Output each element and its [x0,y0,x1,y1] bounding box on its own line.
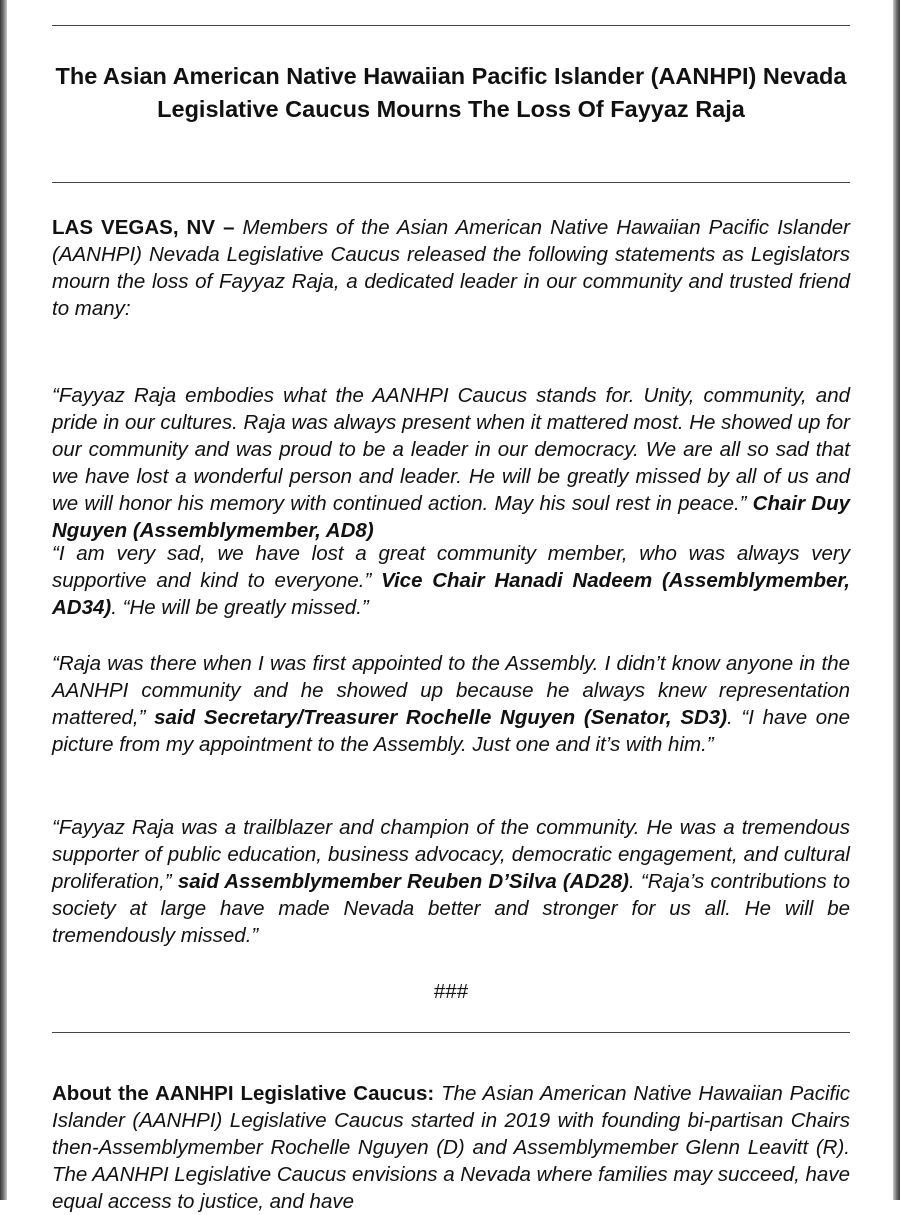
headline: The Asian American Native Hawaiian Pacific Islander (AANHPI) Nevada Legislative Caucus Mourns The Loss Of Fayyaz Raja [55,63,847,122]
about-text: The Asian American Native Hawaiian Pacific Islander (AANHPI) Legislative Caucus started in 2019 with founding bi-partisan Chairs then-Assemblymember Rochelle Nguyen (D) and Assemblymember Glenn Leavitt (R). The AANHPI Legislative Caucus envisions a Nevada where families may succeed, have equal access to justice, and have [52,1082,850,1213]
statement-quote: “Raja was there when I was first appointed to the Assembly. I didn’t know anyone in the AANHPI community and he showed up because he always knew representation mattered,” [52,652,850,729]
statement-quote: “I am very sad, we have lost a great community member, who was always very supportive and kind to everyone.” [52,542,850,592]
statement-quote: “Fayyaz Raja was a trailblazer and champion of the community. He was a tremendous supporter of public education, business advocacy, democratic engagement, and cultural proliferation,” [52,816,850,893]
statement-attribution: said Secretary/Treasurer Rochelle Nguyen (Senator, SD3) [145,706,728,729]
dateline: LAS VEGAS, NV – [52,216,235,239]
statement-continuation: . “I have one picture from my appointment to the Assembly. Just one and it’s with him.” [52,706,850,756]
statement-continuation: . “He will be greatly missed.” [111,596,369,619]
top-divider [52,25,850,26]
intro-text: Members of the Asian American Native Hawaiian Pacific Islander (AANHPI) Nevada Legislative Caucus released the following statements as Legislators mourn the loss of Fayyaz Raja, a dedicated leader in our community and trusted friend to many: [52,216,850,320]
headline-divider [52,182,850,183]
statement-vice-chair [52,540,850,621]
about-paragraph [52,1080,850,1215]
statement-secretary-treasurer [52,650,850,758]
end-marker: ### [433,980,469,1003]
intro-paragraph [52,214,850,322]
window-edge-right [893,0,900,1200]
statement-attribution: Chair Duy Nguyen (Assemblymember, AD8) [52,492,850,542]
statement-chair [52,382,850,544]
statement-continuation: . “Raja’s contributions to society at large have made Nevada better and stronger for us all. He will be tremendously missed.” [52,870,850,947]
statement-attribution: Vice Chair Hanadi Nadeem (Assemblymember, AD34) [52,569,850,619]
statement-attribution: said Assemblymember Reuben D’Silva (AD28) [171,870,629,893]
about-heading: About the AANHPI Legislative Caucus: [52,1082,435,1105]
window-edge-left [0,0,7,1200]
about-divider [52,1032,850,1033]
statement-assemblymember [52,814,850,949]
statement-quote: “Fayyaz Raja embodies what the AANHPI Caucus stands for. Unity, community, and pride in our cultures. Raja was always present when it mattered most. He showed up for our community and was proud to be a leader in our democracy. We are all so sad that we have lost a wonderful person and leader. He will be greatly missed by all of us and we will honor his memory with continued action. May his soul rest in peace.” [52,384,850,515]
